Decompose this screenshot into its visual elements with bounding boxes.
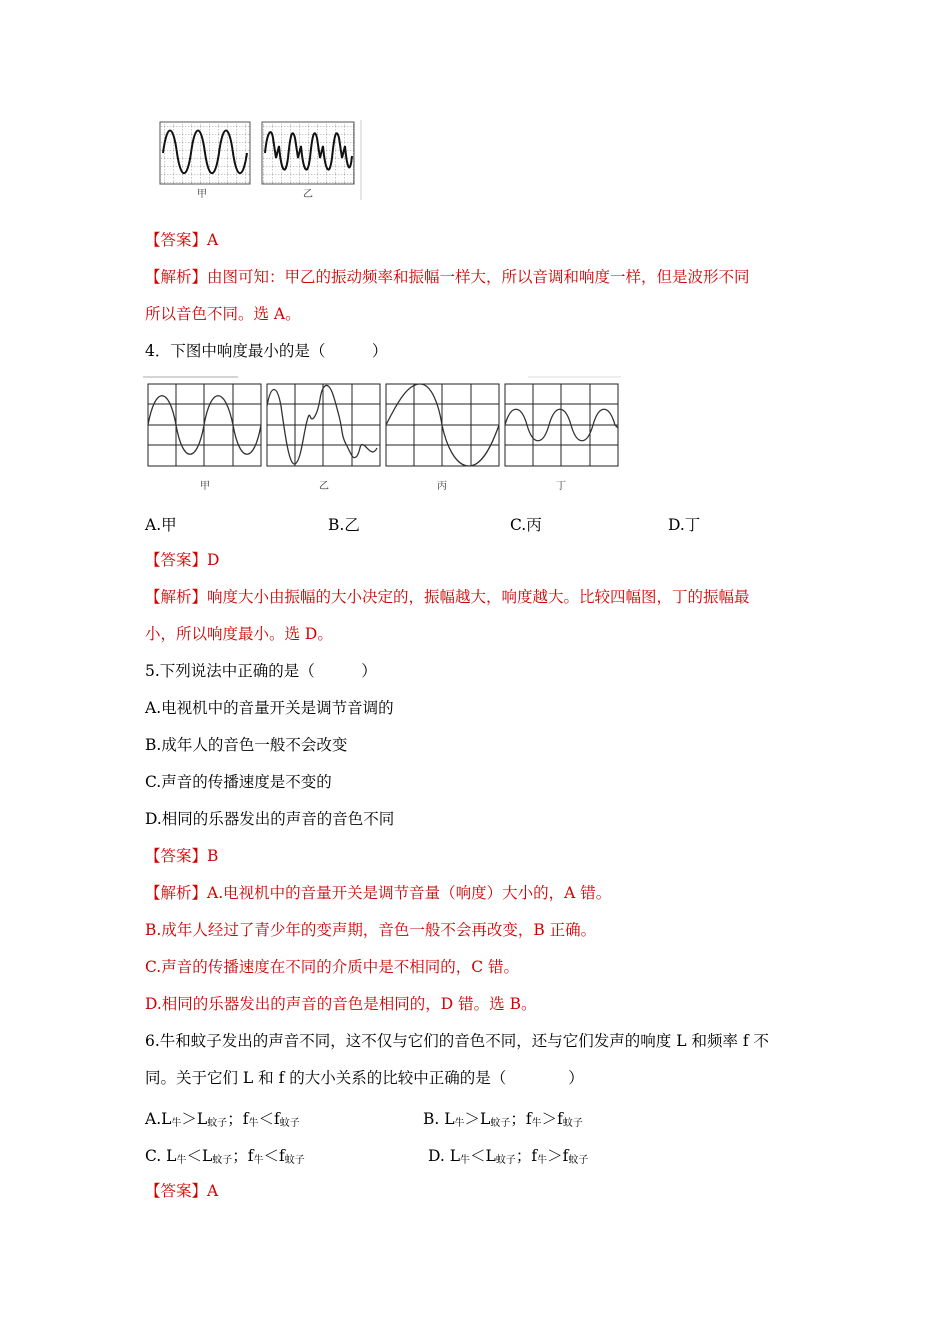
q6-option-b: B. $L_牛>L_{蚊子}$；$f_牛>f_{蚊子}$ [423, 1110, 583, 1129]
q4-explanation-2: 小，所以响度最小。选 D。 [145, 625, 333, 643]
q5-option-a: A.电视机中的音量开关是调节音调的 [145, 699, 394, 717]
q6-stem-1: 6.牛和蚊子发出的声音不同，这不仅与它们的音色不同，还与它们发声的响度 L 和频率 f 不 [145, 1032, 770, 1050]
label-bing-q4: 丙 [437, 481, 447, 492]
q6-answer [145, 1181, 218, 1201]
label-ding-q4: 丁 [556, 481, 566, 492]
q5-option-c: C.声音的传播速度是不变的 [145, 773, 332, 791]
label-yi: 乙 [303, 189, 313, 200]
q4-option-b: B.乙 [328, 516, 360, 534]
answer-tag: 【答案】 [145, 231, 208, 249]
explanation-tag: 【解析】 [145, 884, 208, 902]
q4-stem: 4．下图中响度最小的是（ ） [145, 342, 388, 360]
grid-ding [505, 384, 618, 466]
label-jia-q4: 甲 [200, 481, 210, 492]
q4-explanation-1: 【解析】响度大小由振幅的大小决定的，振幅越大，响度越大。比较四幅图，丁的振幅最 [145, 588, 750, 606]
answer-tag: 【答案】 [145, 1182, 208, 1200]
answer-value: A [207, 231, 219, 249]
q6-option-c: C. $L_牛<L_{蚊子}$；$f_牛<f_{蚊子}$ [145, 1147, 305, 1166]
explanation-tag: 【解析】 [145, 588, 208, 606]
waveform-figure-q4 [143, 376, 623, 496]
label-jia: 甲 [197, 189, 207, 200]
answer-value: B [207, 847, 219, 865]
q6-stem-2: 同。关于它们 L 和 f 的大小关系的比较中正确的是（ ） [145, 1069, 584, 1087]
answer-tag: 【答案】 [145, 847, 208, 865]
q5-stem: 5.下列说法中正确的是（ ） [145, 662, 377, 680]
q5-explanation-1: 【解析】A.电视机中的音量开关是调节音量（响度）大小的，A 错。 [145, 884, 612, 902]
q3-answer [145, 230, 218, 250]
answer-tag: 【答案】 [145, 551, 208, 569]
q4-option-c: C.丙 [510, 516, 542, 534]
q3-explanation-1: 【解析】由图可知：甲乙的振动频率和振幅一样大，所以音调和响度一样，但是波形不同 [145, 268, 750, 286]
q5-explanation-3: C.声音的传播速度在不同的介质中是不相同的，C 错。 [145, 958, 520, 976]
q6-option-a: $A.L_牛>L_{蚊子}$；$f_牛<f_{蚊子}$ [145, 1110, 300, 1129]
q4-answer [145, 550, 219, 570]
q5-answer [145, 846, 218, 866]
answer-value: A [207, 1182, 219, 1200]
q3-explanation-2: 所以音色不同。选 A。 [145, 305, 301, 323]
waveform-figure-q3 [155, 118, 365, 202]
q5-explanation-4: D.相同的乐器发出的声音的音色是相同的，D 错。选 B。 [145, 995, 537, 1013]
q4-option-a: A.甲 [145, 516, 177, 534]
label-yi-q4: 乙 [319, 481, 329, 492]
q5-option-b: B.成年人的音色一般不会改变 [145, 736, 348, 754]
q5-option-d: D.相同的乐器发出的声音的音色不同 [145, 810, 395, 828]
q4-option-d: D.丁 [668, 516, 701, 534]
answer-value: D [207, 551, 220, 569]
q5-explanation-2: B.成年人经过了青少年的变声期，音色一般不会再改变，B 正确。 [145, 921, 597, 939]
q6-option-d: D. $L_牛<L_{蚊子}$；$f_牛>f_{蚊子}$ [428, 1147, 589, 1166]
explanation-tag: 【解析】 [145, 268, 208, 286]
